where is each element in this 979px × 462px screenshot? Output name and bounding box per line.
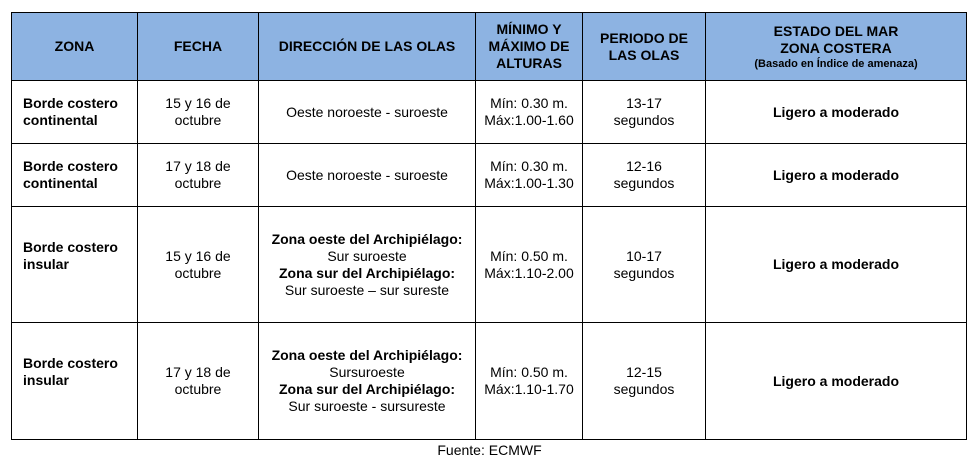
table-row [12, 144, 967, 207]
sea-state-forecast-table [11, 12, 967, 440]
cell-fecha: 17 y 18 de octubre [138, 144, 259, 207]
cell-direccion: Oeste noroeste - suroeste [259, 81, 476, 144]
table-row [12, 207, 967, 323]
header-periodo-line-2: LAS OLAS [608, 46, 680, 63]
source-caption: Fuente: ECMWF [437, 442, 542, 458]
header-alturas-line-2: MÁXIMO DE [488, 38, 570, 54]
header-periodo-line-1: PERIODO DE [600, 29, 688, 46]
cell-estado: Ligero a moderado [706, 323, 967, 440]
cell-zona: Borde costero insular [12, 207, 138, 323]
table-row [12, 81, 967, 144]
cell-estado: Ligero a moderado [706, 144, 967, 207]
cell-fecha: 15 y 16 de octubre [138, 81, 259, 144]
header-periodo [583, 13, 706, 81]
header-estado [706, 13, 967, 81]
header-zona: ZONA [12, 13, 138, 81]
cell-direccion: Zona oeste del Archipiélago: Sursuroeste Zona sur del Archipiélago: Sur suroeste - sursureste [259, 323, 476, 440]
cell-alturas: Mín: 0.30 m. Máx:1.00-1.30 [476, 144, 583, 207]
header-alturas [476, 13, 583, 81]
cell-periodo: 13-17 segundos [583, 81, 706, 144]
cell-zona: Borde costero continental [12, 144, 138, 207]
cell-periodo: 12-15 segundos [583, 323, 706, 440]
header-estado-line-1: ESTADO DEL MAR [773, 22, 899, 39]
cell-alturas: Mín: 0.50 m. Máx:1.10-2.00 [476, 207, 583, 323]
table-header-row [12, 13, 967, 81]
cell-estado: Ligero a moderado [706, 207, 967, 323]
cell-direccion: Zona oeste del Archipiélago: Sur suroeste Zona sur del Archipiélago: Sur suroeste – sur sureste [259, 207, 476, 323]
cell-alturas: Mín: 0.30 m. Máx:1.00-1.60 [476, 81, 583, 144]
cell-direccion: Oeste noroeste - suroeste [259, 144, 476, 207]
table-row [12, 323, 967, 440]
header-estado-subtitle: (Basado en Índice de amenaza) [754, 57, 918, 70]
cell-estado: Ligero a moderado [706, 81, 967, 144]
header-direccion: DIRECCIÓN DE LAS OLAS [259, 13, 476, 81]
header-fecha: FECHA [138, 13, 259, 81]
cell-alturas: Mín: 0.50 m. Máx:1.10-1.70 [476, 323, 583, 440]
cell-periodo: 10-17 segundos [583, 207, 706, 323]
cell-fecha: 15 y 16 de octubre [138, 207, 259, 323]
cell-fecha: 17 y 18 de octubre [138, 323, 259, 440]
header-alturas-line-1: MÍNIMO Y [496, 21, 562, 37]
cell-zona: Borde costero continental [12, 81, 138, 144]
header-estado-line-2: ZONA COSTERA [780, 39, 892, 56]
header-alturas-line-3: ALTURAS [496, 55, 562, 71]
cell-periodo: 12-16 segundos [583, 144, 706, 207]
cell-zona: Borde costero insular [12, 323, 138, 440]
